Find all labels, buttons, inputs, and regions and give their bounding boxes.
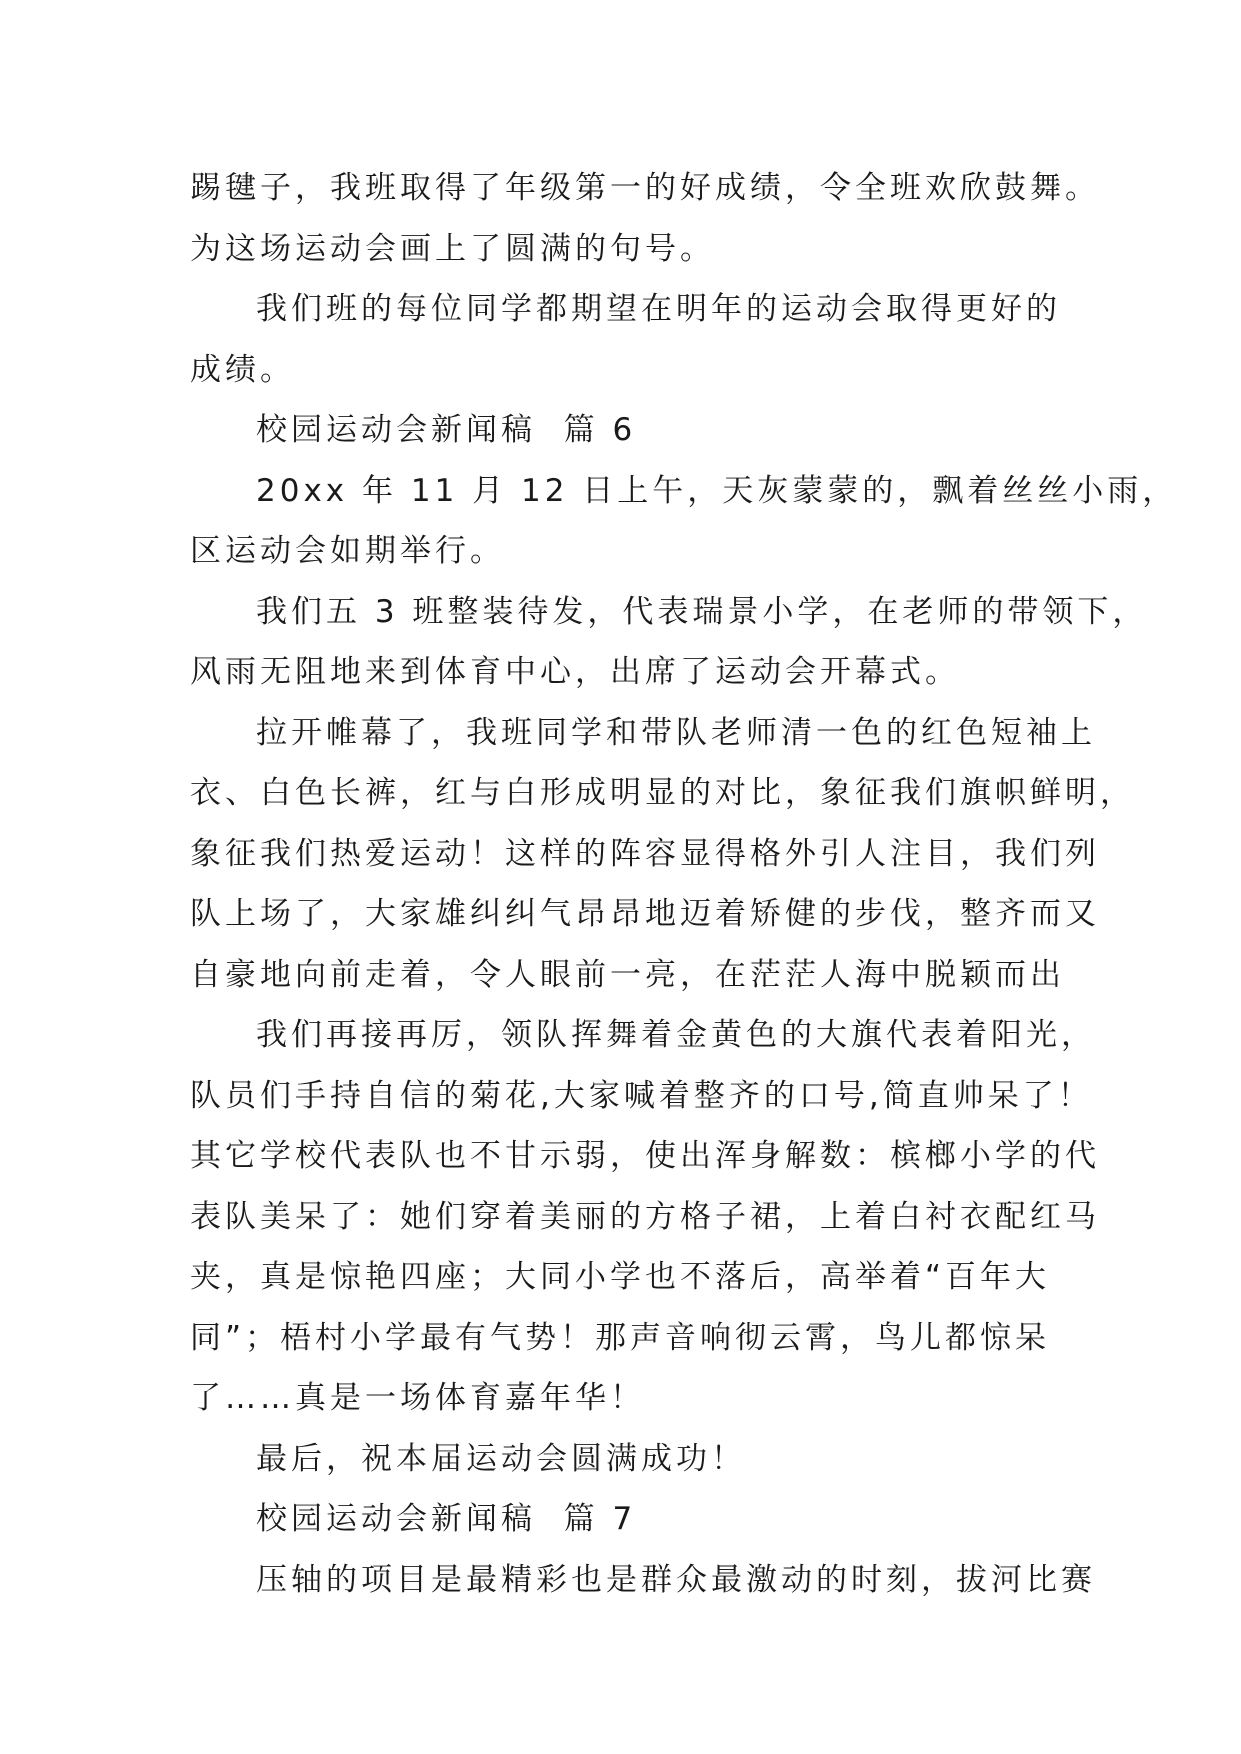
document-body [190, 158, 1178, 1610]
text-line: 同”；梧村小学最有气势！那声音响彻云霄，鸟儿都惊呆 [190, 1319, 1051, 1356]
text-line: 表队美呆了：她们穿着美丽的方格子裙，上着白衬衣配红马 [190, 1198, 1100, 1235]
text-line: 我们班的每位同学都期望在明年的运动会取得更好的 [256, 291, 1061, 327]
text-line: 为这场运动会画上了圆满的句号。 [190, 230, 715, 267]
text-line: 象征我们热爱运动！这样的阵容显得格外引人注目，我们列 [190, 835, 1100, 872]
text-line: 我们再接再厉，领队挥舞着金黄色的大旗代表着阳光， [256, 1017, 1096, 1053]
text-line: 队员们手持自信的菊花,大家喊着整齐的口号,简直帅呆了！ [190, 1077, 1093, 1114]
text-line: 其它学校代表队也不甘示弱，使出浑身解数：槟榔小学的代 [190, 1138, 1100, 1174]
text-line: 区运动会如期举行。 [190, 533, 505, 569]
text-line: 踢毽子，我班取得了年级第一的好成绩，令全班欢欣鼓舞。 [190, 170, 1100, 206]
text-line: 队上场了，大家雄纠纠气昂昂地迈着矫健的步伐，整齐而又 [190, 896, 1100, 932]
text-line: 了……真是一场体育嘉年华！ [190, 1380, 645, 1416]
text-line: 衣、白色长裤，红与白形成明显的对比，象征我们旗帜鲜明， [190, 775, 1135, 811]
text-line: 夹，真是惊艳四座；大同小学也不落后，高举着“百年大 [190, 1259, 1051, 1295]
text-line: 风雨无阻地来到体育中心，出席了运动会开幕式。 [190, 654, 960, 690]
text-line: 拉开帷幕了，我班同学和带队老师清一色的红色短袖上 [256, 714, 1096, 751]
text-line: 自豪地向前走着，令人眼前一亮，在茫茫人海中脱颖而出 [190, 956, 1065, 993]
text-line: 20xx 年 11 月 12 日上午，天灰蒙蒙的，飘着丝丝小雨， [256, 472, 1178, 509]
text-line: 压轴的项目是最精彩也是群众最激动的时刻，拔河比赛 [256, 1561, 1096, 1598]
text-line: 校园运动会新闻稿 篇 7 [256, 1501, 637, 1537]
text-line: 我们五 3 班整装待发，代表瑞景小学，在老师的带领下， [256, 593, 1148, 630]
text-line: 最后，祝本届运动会圆满成功！ [256, 1440, 746, 1477]
text-line: 校园运动会新闻稿 篇 6 [256, 412, 637, 448]
text-line: 成绩。 [190, 351, 295, 388]
